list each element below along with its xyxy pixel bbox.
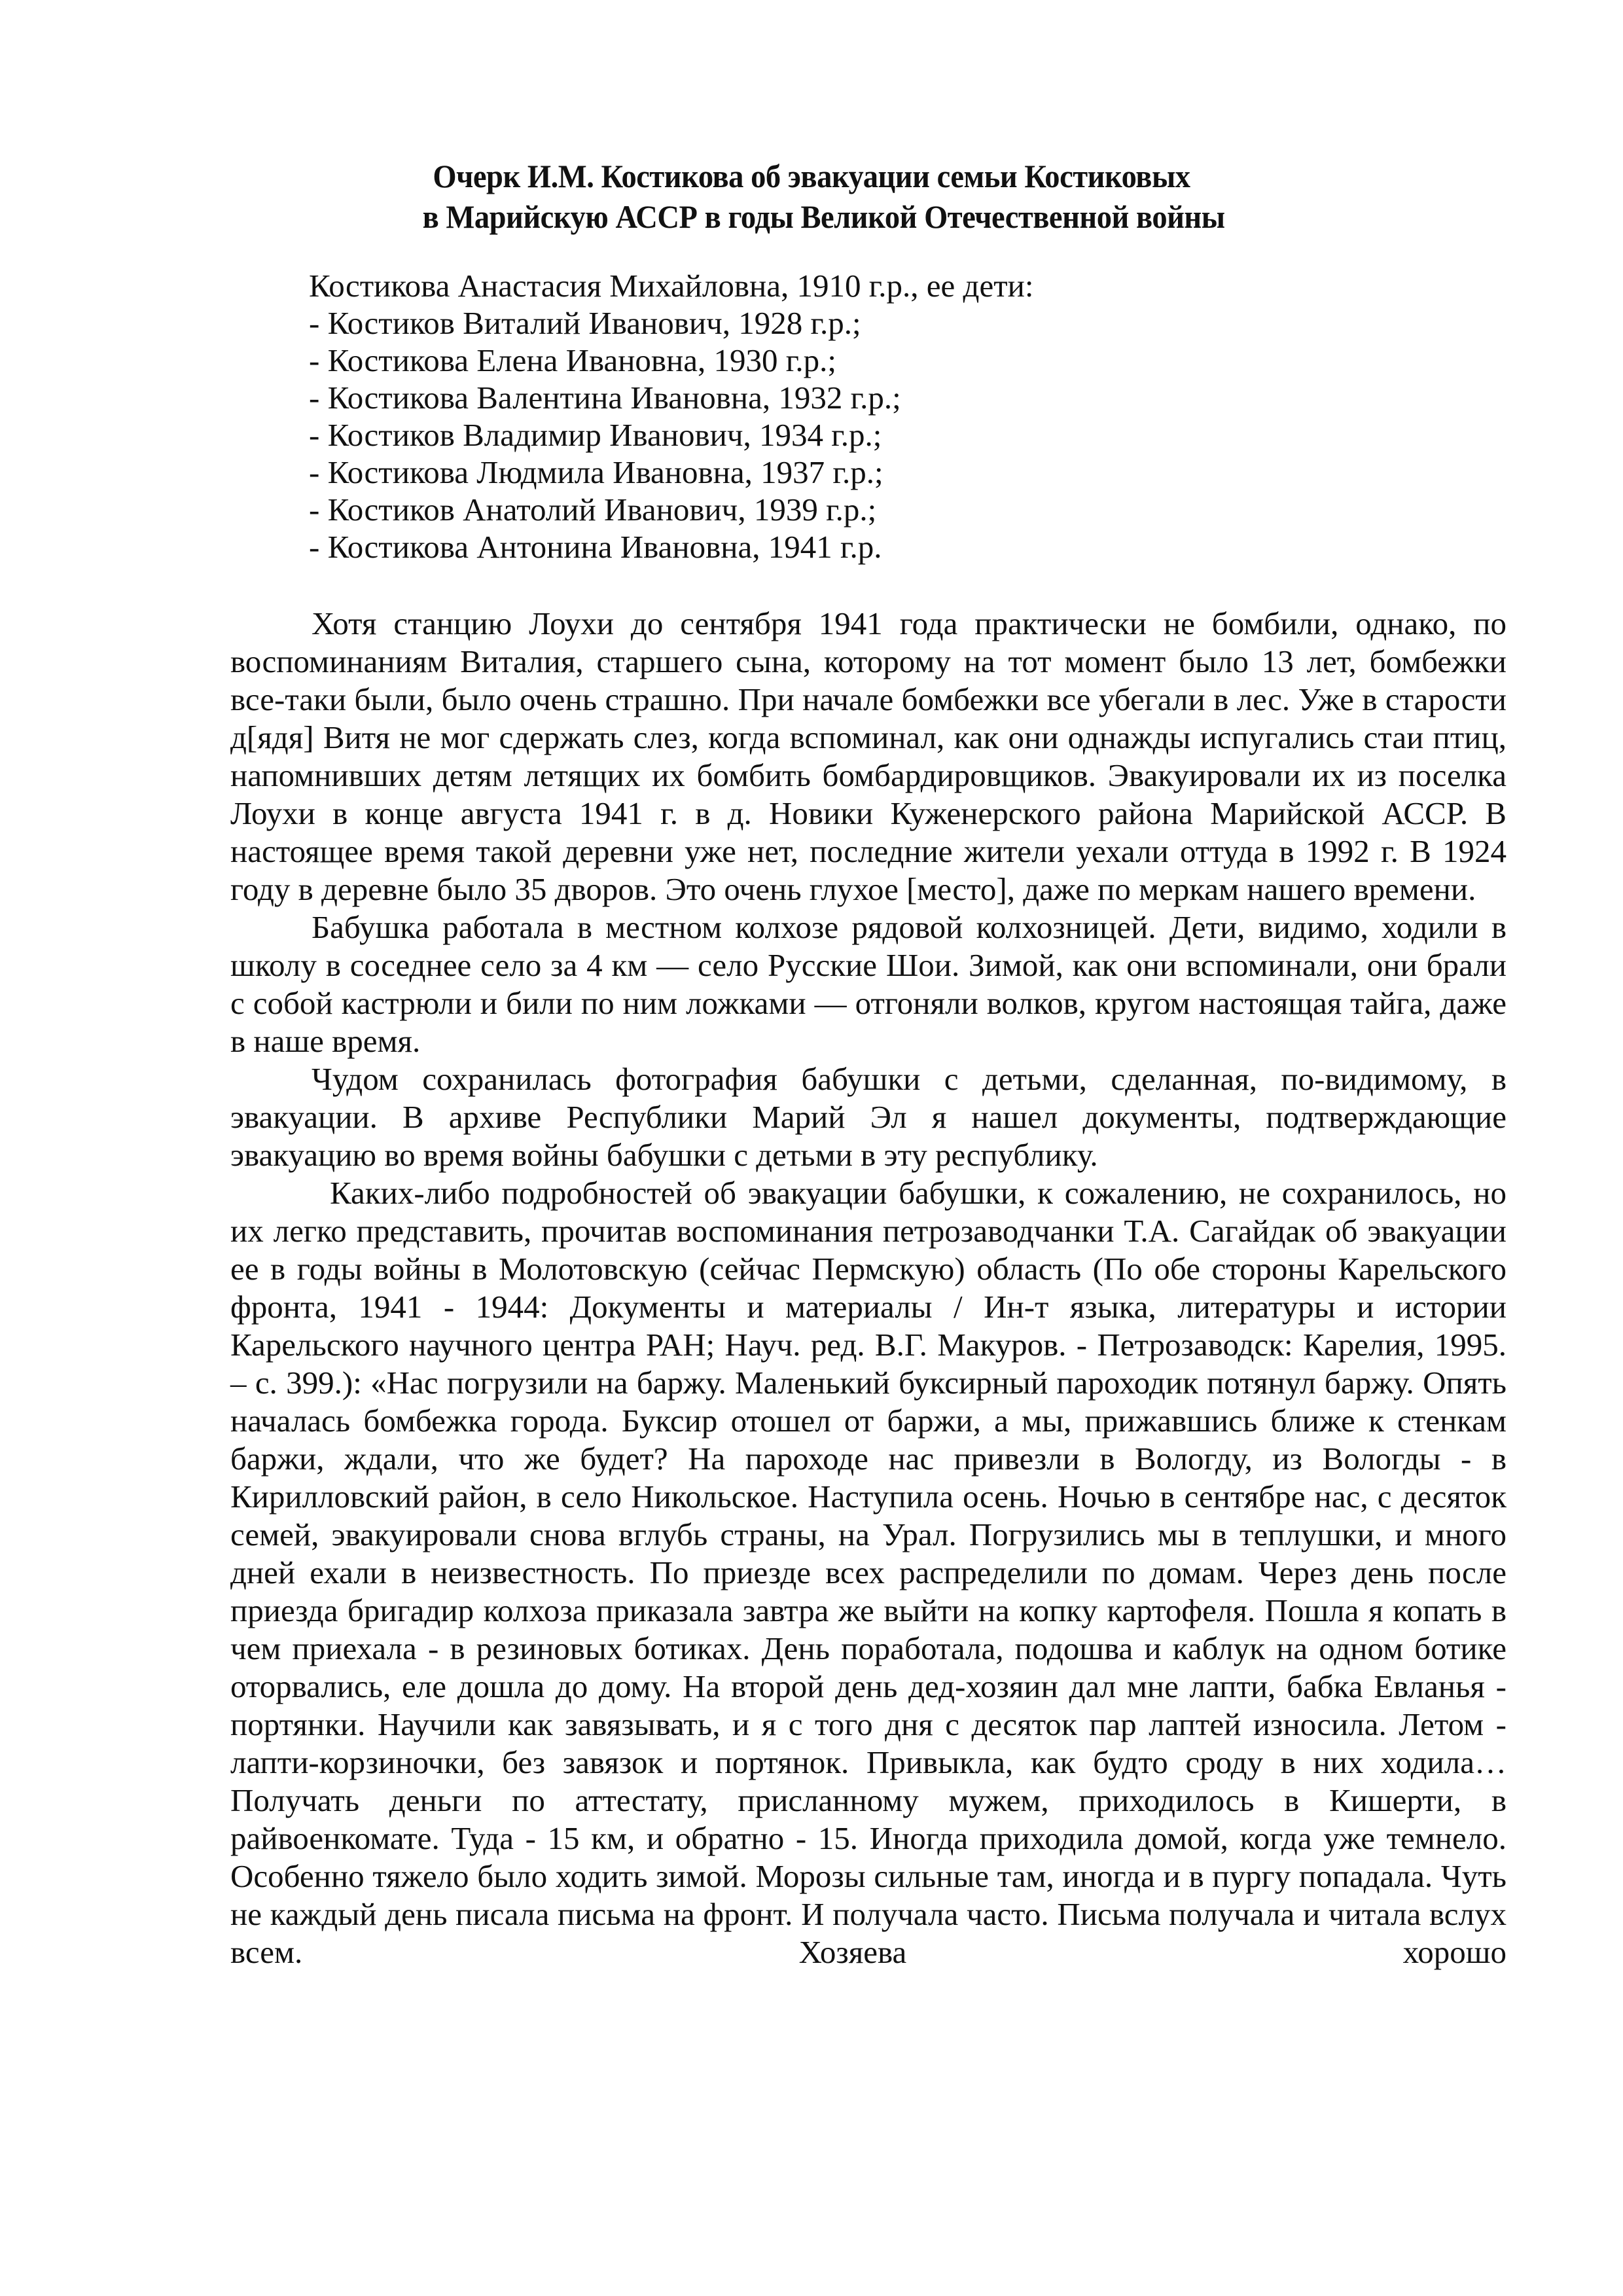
family-list-item: - Костикова Валентина Ивановна, 1932 г.р.; [309,380,901,416]
paragraph-bombing: Хотя станцию Лоухи до сентября 1941 года практически не бомбили, однако, по воспоминаниям Виталия, старшего сына, которому на тот момент было 13 лет, бомбежки все-таки были, было очень страшно. При начале бомбежки все убегали в лес. Уже в старости д[ядя] Витя не мог сдержать слез, когда вспоминал, как они однажды испугались стаи птиц, напомнивших детям летящих их бомбить бомбардировщиков. Эвакуировали их из поселка Лоухи в конце августа 1941 г. в д. Новики Куженерского района Марийской АССР. В настоящее время такой деревни уже нет, последние жители уехали оттуда в 1992 г. В 1924 году в деревне было 35 дворов. Это очень глухое [место], даже по меркам нашего времени. [230,605,1507,907]
family-list [309,267,1421,565]
document-title [57,156,1566,237]
title-line-1: Очерк И.М. Костикова об эвакуации семьи Костиковых [433,158,1190,194]
family-list-item: - Костикова Антонина Ивановна, 1941 г.р. [309,529,882,565]
paragraph-photo: Чудом сохранилась фотография бабушки с детьми, сделанная, по-видимому, в эвакуации. В архиве Республики Марий Эл я нашел документы, подтверждающие эвакуацию во время войны бабушки с детьми в эту республику. [230,1061,1507,1173]
family-list-item: - Костиков Виталий Иванович, 1928 г.р.; [309,305,861,341]
title-line-2: в Марийскую АССР в годы Великой Отечественной войны [422,198,1225,235]
paragraph-memoirs: Каких-либо подробностей об эвакуации бабушки, к сожалению, не сохранилось, но их легко представить, прочитав воспоминания петрозаводчанки Т.А. Сагайдак об эвакуации ее в годы войны в Молотовскую (сейчас Пермскую) область (По обе стороны Карельского фронта, 1941 - 1944: Документы и материалы / Ин-т языка, литературы и истории Карельского научного центра РАН; Науч. ред. В.Г. Макуров. - Петрозаводск: Карелия, 1995. – с. 399.): «Нас погрузили на баржу. Маленький буксирный пароходик потянул баржу. Опять началась бомбежка города. Буксир отошел от баржи, а мы, прижавшись ближе к стенкам баржи, ждали, что же будет? На пароходе нас привезли в Вологду, из Вологды - в Кирилловский район, в село Никольское. Наступила осень. Ночью в сентябре нас, с десяток семей, эвакуировали снова вглубь страны, на Урал. Погрузились мы в теплушки, и много дней ехали в неизвестность. По приезде всех распределили по домам. Через день после приезда бригадир колхоза приказала завтра же выйти на копку картофеля. Пошла я копать в чем приехала - в резиновых ботиках. День поработала, подошва и каблук на одном ботике оторвались, еле дошла до дому. На второй день дед-хозяин дал мне лапти, бабка Евланья - портянки. Научили как завязывать, и я с того дня с десяток пар лаптей износила. Летом - лапти-корзиночки, без завязок и портянок. Привыкла, как будто сроду в них ходила… Получать деньги по аттестату, присланному мужем, приходилось в Кишерти, в райвоенкомате. Туда - 15 км, и обратно - 15. Иногда приходила домой, когда уже темнело. Особенно тяжело было ходить зимой. Морозы сильные там, иногда и в пургу попадала. Чуть не каждый день писала письма на фронт. И получала часто. Письма получала и читала вслух всем. Хозяева хорошо [230,1175,1507,1970]
family-list-item: - Костиков Анатолий Иванович, 1939 г.р.; [309,492,877,528]
family-list-item: - Костикова Людмила Ивановна, 1937 г.р.; [309,454,883,490]
family-list-item: - Костикова Елена Ивановна, 1930 г.р.; [309,342,836,378]
family-list-head: Костикова Анастасия Михайловна, 1910 г.р., ее дети: [309,268,1034,304]
paragraph-kolkhoz: Бабушка работала в местном колхозе рядовой колхозницей. Дети, видимо, ходили в школу в соседнее село за 4 км — село Русские Шои. Зимой, как они вспоминали, они брали с собой кастрюли и били по ним ложками — отгоняли волков, кругом настоящая тайга, даже в наше время. [230,909,1507,1059]
family-list-item: - Костиков Владимир Иванович, 1934 г.р.; [309,417,882,453]
document-body [230,605,1507,1971]
